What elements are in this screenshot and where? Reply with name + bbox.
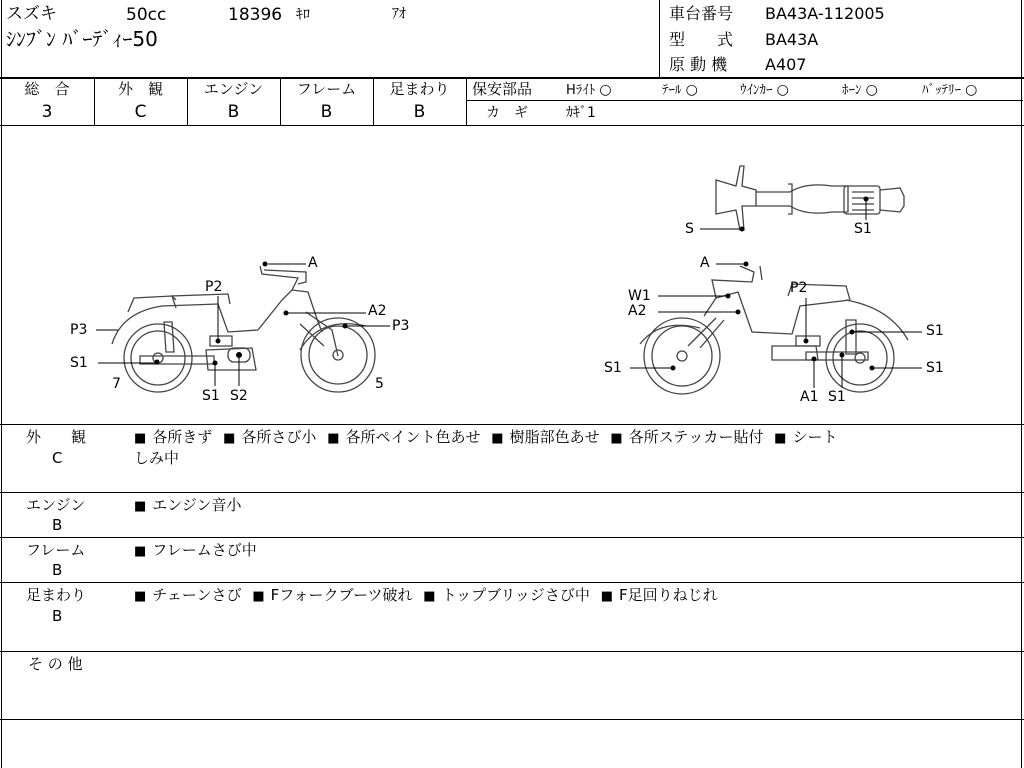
right-side-view [640, 266, 908, 394]
safety-item-tail [662, 83, 698, 97]
divider-diagram [0, 424, 1024, 425]
safety-item-mark: ○ [865, 82, 878, 98]
safety-item-headlight [566, 83, 612, 97]
diagram-label-s: S [685, 221, 694, 237]
diagram-label-a2: A2 [368, 303, 387, 319]
comment-item: ■ 各所ペイント色あせ [327, 428, 480, 446]
comment-item: ■ トップブリッジさび中 [423, 586, 590, 604]
type-value: BA43A [765, 30, 819, 49]
grade-frame-label: フレーム [296, 80, 357, 98]
comment-suspension-items [134, 584, 1018, 608]
diagram-label-p3: P3 [70, 322, 88, 338]
safety-item-name: ﾃｰﾙ [662, 83, 682, 98]
safety-item-name: ﾎｰﾝ [842, 83, 862, 98]
displacement: 50cc [126, 5, 167, 25]
key-value: ｶｷﾞ1 [566, 105, 596, 121]
divider-grade-5 [466, 77, 467, 125]
comment-exterior-label: 外 観 [26, 428, 87, 446]
safety-item-mark: ○ [965, 82, 978, 98]
diagram-label-s1: S1 [202, 388, 220, 404]
divider-header-vertical [659, 0, 660, 77]
comment-item: ■ 各所さび小 [223, 428, 316, 446]
grade-overall-value: 3 [41, 102, 53, 122]
grade-suspension-label: 足まわり [389, 80, 450, 98]
key-label: カ ギ [486, 105, 528, 121]
safety-item-name: ｳｲﾝｶｰ [740, 83, 773, 98]
comment-frame-grade: B [52, 561, 63, 579]
comment-engine-items [134, 494, 242, 518]
comment-exterior-items [134, 426, 1018, 450]
diagram-label-s1: S1 [926, 323, 944, 339]
comment-other-label: そ の 他 [28, 655, 83, 673]
comment-suspension-label: 足まわり [26, 586, 87, 604]
comment-item: ■ 各所きず [134, 428, 212, 446]
divider-safety [467, 100, 1023, 101]
diagram-label-s2: S2 [230, 388, 248, 404]
divider-comment-3 [0, 582, 1024, 583]
diagram-label-a2: A2 [628, 303, 647, 319]
diagram-label-p2: P2 [790, 280, 808, 296]
bike-diagram [0, 126, 1024, 424]
color: ｱｵ [392, 6, 406, 22]
mileage: 18396 [228, 5, 283, 25]
divider-header [0, 77, 1024, 79]
safety-item-horn [842, 83, 878, 97]
mileage-unit: ｷﾛ [296, 7, 310, 23]
left-side-view [112, 266, 375, 392]
grade-exterior-label: 外 観 [117, 80, 163, 98]
safety-label: 保安部品 [472, 80, 533, 98]
grade-overall-label: 総 合 [24, 80, 70, 98]
type-label: 型 式 [669, 30, 734, 49]
safety-item-battery [922, 83, 977, 97]
comment-item: ■ チェーンさび [134, 586, 242, 604]
diagram-label-s1: S1 [604, 360, 622, 376]
comment-item: ■ シート [774, 428, 837, 446]
safety-item-name: ﾊﾞｯﾃﾘｰ [922, 83, 961, 98]
safety-item-mark: ○ [599, 82, 612, 98]
diagram-label-a: A [700, 255, 710, 271]
diagram-label-5: 5 [375, 376, 384, 392]
chassis-label: 車台番号 [669, 4, 734, 23]
safety-item-name: Hﾗｲﾄ [566, 83, 596, 98]
comment-item: ■ エンジン音小 [134, 496, 242, 514]
engine-label: 原 動 機 [669, 55, 728, 74]
diagram-label-s1: S1 [854, 221, 872, 237]
divider-comment-2 [0, 537, 1024, 538]
diagram-label-s1: S1 [828, 389, 846, 405]
grade-exterior-value: C [134, 102, 147, 122]
comment-suspension-grade: B [52, 607, 63, 625]
grade-suspension-value: B [413, 102, 426, 122]
comment-exterior-grade: C [52, 449, 63, 467]
comment-item: ■ 樹脂部色あせ [491, 428, 599, 446]
diagram-label-s1: S1 [926, 360, 944, 376]
grade-engine-label: エンジン [203, 80, 264, 98]
comment-engine-grade: B [52, 516, 63, 534]
divider-comment-5 [0, 719, 1024, 720]
diagram-label-s1: S1 [70, 355, 88, 371]
chassis-value: BA43A-112005 [765, 4, 885, 23]
top-view [716, 166, 904, 230]
diagram-label-a: A [308, 255, 318, 271]
divider-comment-1 [0, 492, 1024, 493]
grade-engine-value: B [227, 102, 240, 122]
model-name: ｼﾝﾌﾞﾝ ﾊﾞｰﾃﾞｨｰ50 [6, 27, 158, 51]
comment-item: ■ 各所ステッカー貼付 [610, 428, 763, 446]
grade-frame-value: B [320, 102, 333, 122]
safety-item-mark: ○ [685, 82, 698, 98]
diagram-label-p2: P2 [205, 279, 223, 295]
comment-item: ■ F足回りねじれ [601, 586, 718, 604]
diagram-label-a1: A1 [800, 389, 819, 405]
comment-engine-label: エンジン [26, 496, 86, 514]
diagram-label-7: 7 [112, 376, 121, 392]
diagram-label-p3: P3 [392, 318, 410, 334]
comment-frame-label: フレーム [26, 541, 86, 559]
maker: スズキ [6, 4, 57, 24]
comment-exterior-continuation: しみ中 [134, 449, 180, 467]
safety-item-mark: ○ [776, 82, 789, 98]
engine-value: A407 [765, 55, 807, 74]
diagram-label-w1: W1 [628, 288, 651, 304]
comment-frame-items [134, 539, 257, 563]
divider-comment-4 [0, 651, 1024, 652]
comment-item: ■ Fフォークブーツ破れ [252, 586, 412, 604]
comment-item: ■ フレームさび中 [134, 541, 257, 559]
safety-item-winker [740, 83, 789, 97]
